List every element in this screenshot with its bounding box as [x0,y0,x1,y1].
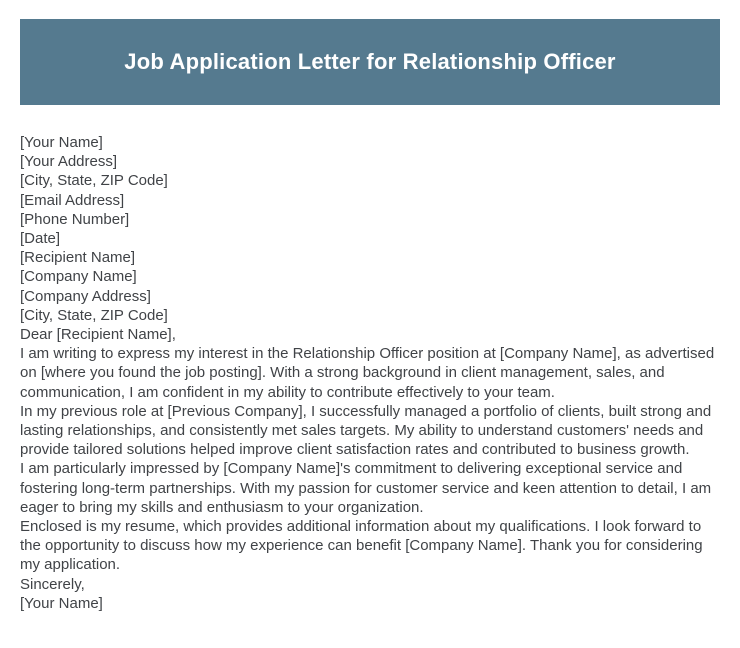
letter-body [20,133,718,613]
letter-text-block: [Company Address] [20,287,151,305]
letter-text-block: [City, State, ZIP Code] [20,306,168,324]
letter-text-block: [Email Address] [20,191,125,209]
letter-text-block: Dear [Recipient Name], [20,326,176,344]
page-title: Job Application Letter for Relationship Officer [124,49,616,74]
letter-text-block: [Your Name] [20,134,103,151]
letter-text-block: [Company Name] [20,268,137,286]
letter-text-block: [Recipient Name] [20,249,136,267]
letter-text-block: Sincerely, [20,575,85,593]
letter-text-block: I am particularly impressed by [Company Name]'s commitment to delivering exceptional service and fostering long-term partnerships. With my passion for customer service and keen attention to detail, I am eager to bring my skills and enthusiasm to your organization. [20,460,712,516]
letter-text-block: [Phone Number] [20,210,130,228]
letter-text-block: [Your Name] [20,594,103,612]
header-banner [20,19,720,105]
letter-text-block: [City, State, ZIP Code] [20,172,168,190]
letter-text-block: I am writing to express my interest in the Relationship Officer position at [Company Name], as advertised on [where you found the job posting]. With a strong background in client management, sales, and communication, I am confident in my ability to contribute effectively to your team. [20,345,715,401]
letter-text-block: In my previous role at [Previous Company], I successfully managed a portfolio of clients, built strong and lasting relationships, and consistently met sales targets. My ability to understand customers' needs and provide tailored solutions helped improve client satisfaction rates and contributed to business growth. [20,402,712,459]
letter-text-block: Enclosed is my resume, which provides additional information about my qualifications. I look forward to the opportunity to discuss how my experience can benefit [Company Name]. Thank you for considering my application. [20,518,703,574]
letter-text-block: [Your Address] [20,153,118,171]
letter-text-block: [Date] [20,230,61,248]
